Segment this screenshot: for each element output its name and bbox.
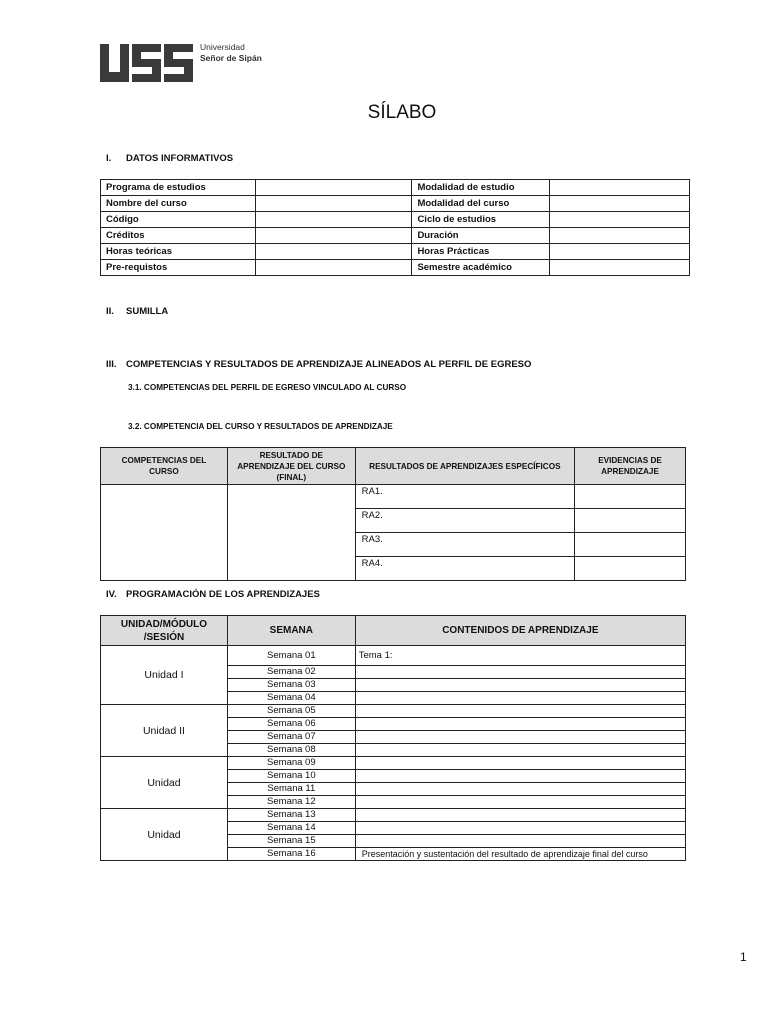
week-row — [101, 757, 686, 770]
evidencia-cell — [575, 485, 686, 509]
section-2-number: II. — [106, 306, 114, 317]
ra-cell: RA2. — [355, 509, 574, 533]
programacion-table — [100, 615, 686, 861]
section-3-label: COMPETENCIAS Y RESULTADOS DE APRENDIZAJE ALINEADOS AL PERFIL DE EGRESO — [126, 359, 532, 370]
datos-row — [101, 196, 690, 212]
week-cell: Semana 09 — [227, 757, 355, 770]
datos-row — [101, 180, 690, 196]
page-title: SÍLABO — [367, 102, 437, 123]
comp-header-especificos: RESULTADOS DE APRENDIZAJES ESPECÍFICOS — [355, 448, 574, 485]
week-cell: Semana 03 — [227, 679, 355, 692]
unit-cell: Unidad — [101, 757, 228, 809]
week-cell: Semana 06 — [227, 718, 355, 731]
content-cell — [355, 679, 685, 692]
datos-value — [255, 244, 412, 260]
week-cell: Semana 16 — [227, 848, 355, 861]
content-cell — [355, 744, 685, 757]
week-cell: Semana 01 — [227, 646, 355, 666]
content-cell — [355, 822, 685, 835]
datos-row — [101, 244, 690, 260]
datos-value — [550, 260, 690, 276]
evidencia-cell — [575, 533, 686, 557]
evidencia-cell — [575, 509, 686, 533]
datos-value — [255, 228, 412, 244]
week-cell: Semana 07 — [227, 731, 355, 744]
content-cell — [355, 783, 685, 796]
comp-cell-resultado — [227, 485, 355, 581]
datos-value — [255, 180, 412, 196]
week-row — [101, 646, 686, 666]
week-row — [101, 809, 686, 822]
content-cell — [355, 757, 685, 770]
unit-cell: Unidad II — [101, 705, 228, 757]
content-cell: Presentación y sustentación del resultado de aprendizaje final del curso — [355, 848, 685, 861]
university-line2: Señor de Sipán — [200, 53, 262, 63]
ra-cell: RA1. — [355, 485, 574, 509]
datos-label: Modalidad de estudio — [412, 180, 550, 196]
prog-header-unidad: UNIDAD/MÓDULO /SESIÓN — [101, 616, 228, 646]
datos-row — [101, 260, 690, 276]
week-cell: Semana 02 — [227, 666, 355, 679]
datos-label: Nombre del curso — [101, 196, 256, 212]
ra-cell: RA4. — [355, 557, 574, 581]
section-3-heading — [106, 359, 531, 370]
section-1-label: DATOS INFORMATIVOS — [126, 153, 234, 164]
subsection-3-1: 3.1. COMPETENCIAS DEL PERFIL DE EGRESO VINCULADO AL CURSO — [128, 383, 407, 392]
unit-cell: Unidad — [101, 809, 228, 861]
university-name — [200, 42, 262, 64]
week-row — [101, 705, 686, 718]
prog-header-semana: SEMANA — [227, 616, 355, 646]
datos-label: Ciclo de estudios — [412, 212, 550, 228]
datos-label: Créditos — [101, 228, 256, 244]
content-cell — [355, 809, 685, 822]
datos-value — [550, 212, 690, 228]
datos-value — [550, 196, 690, 212]
datos-value — [255, 260, 412, 276]
datos-label: Semestre académico — [412, 260, 550, 276]
week-cell: Semana 14 — [227, 822, 355, 835]
content-cell — [355, 770, 685, 783]
section-4-label: PROGRAMACIÓN DE LOS APRENDIZAJES — [126, 589, 320, 600]
section-4-number: IV. — [106, 589, 117, 600]
week-cell: Semana 11 — [227, 783, 355, 796]
unit-cell: Unidad I — [101, 646, 228, 705]
evidencia-cell — [575, 557, 686, 581]
datos-label: Horas Prácticas — [412, 244, 550, 260]
week-cell: Semana 04 — [227, 692, 355, 705]
week-cell: Semana 08 — [227, 744, 355, 757]
subsection-3-2: 3.2. COMPETENCIA DEL CURSO Y RESULTADOS DE APRENDIZAJE — [128, 422, 393, 431]
competencias-table — [100, 447, 686, 581]
week-cell: Semana 12 — [227, 796, 355, 809]
prog-header-contenidos: CONTENIDOS DE APRENDIZAJE — [355, 616, 685, 646]
section-2-heading — [106, 306, 168, 317]
content-cell — [355, 731, 685, 744]
comp-cell-competencias — [101, 485, 228, 581]
content-cell — [355, 705, 685, 718]
datos-value — [550, 180, 690, 196]
datos-value — [255, 212, 412, 228]
datos-label: Pre-requistos — [101, 260, 256, 276]
comp-header-evidencias: EVIDENCIAS DE APRENDIZAJE — [575, 448, 686, 485]
comp-header-competencias: COMPETENCIAS DEL CURSO — [101, 448, 228, 485]
university-line1: Universidad — [200, 42, 245, 52]
content-cell — [355, 835, 685, 848]
datos-informativos-table — [100, 179, 690, 276]
datos-label: Horas teóricas — [101, 244, 256, 260]
datos-row — [101, 228, 690, 244]
section-4-heading — [106, 589, 320, 600]
section-2-label: SUMILLA — [126, 306, 169, 317]
comp-header-resultado: RESULTADO DE APRENDIZAJE DEL CURSO (FINAL) — [227, 448, 355, 485]
content-cell — [355, 692, 685, 705]
datos-label: Modalidad del curso — [412, 196, 550, 212]
content-cell — [355, 796, 685, 809]
content-cell: Tema 1: — [355, 646, 685, 666]
content-cell — [355, 666, 685, 679]
datos-label: Programa de estudios — [101, 180, 256, 196]
week-cell: Semana 15 — [227, 835, 355, 848]
section-3-number: III. — [106, 359, 117, 370]
week-cell: Semana 13 — [227, 809, 355, 822]
content-cell — [355, 718, 685, 731]
datos-label: Duración — [412, 228, 550, 244]
datos-row — [101, 212, 690, 228]
datos-value — [255, 196, 412, 212]
section-1-number: I. — [106, 153, 112, 164]
week-cell: Semana 05 — [227, 705, 355, 718]
datos-value — [550, 228, 690, 244]
datos-value — [550, 244, 690, 260]
section-1-heading — [106, 153, 233, 164]
week-cell: Semana 10 — [227, 770, 355, 783]
page-number: 1 — [740, 950, 747, 964]
datos-label: Código — [101, 212, 256, 228]
ra-cell: RA3. — [355, 533, 574, 557]
